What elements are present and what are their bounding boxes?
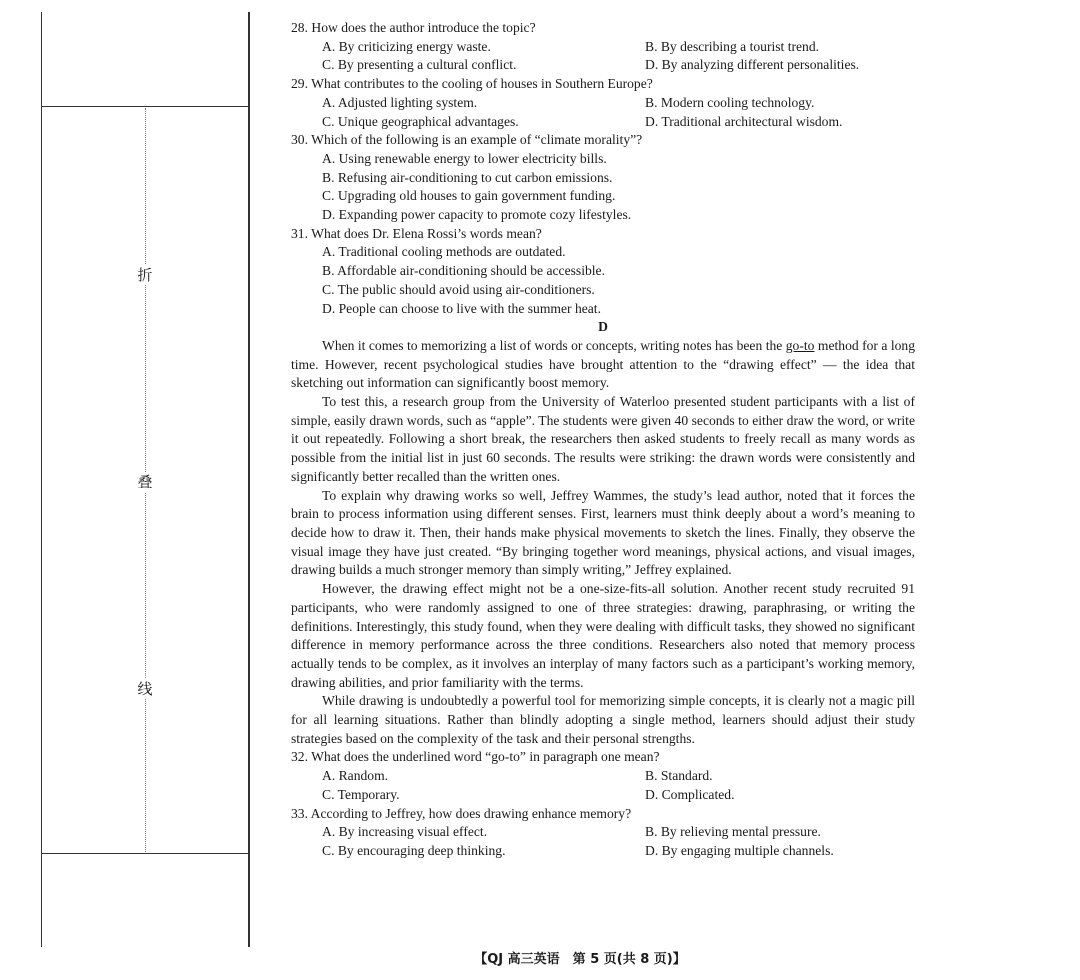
answer-option: B. Affordable air-conditioning should be accessible. — [322, 263, 605, 279]
question-options — [291, 38, 915, 75]
answer-option: A. Random. — [322, 768, 389, 784]
question-options — [291, 94, 915, 131]
answer-option: D. Traditional architectural wisdom. — [645, 113, 843, 129]
question-stem: 31. What does Dr. Elena Rossi’s words mean? — [291, 225, 542, 241]
margin-border-left — [41, 12, 42, 947]
question-stem: 30. Which of the following is an example of “climate morality”? — [291, 132, 643, 148]
para1-text-after: method for a long time. However, recent psychological studies have brought attention to the “drawing effect” — the idea that sketching out information can significantly boost memory. — [291, 337, 916, 391]
section-title: D — [598, 319, 608, 335]
answer-option: A. By increasing visual effect. — [322, 824, 488, 840]
answer-option: A. Traditional cooling methods are outdated. — [322, 244, 566, 260]
answer-option: C. Temporary. — [322, 786, 400, 802]
question-options — [291, 823, 915, 860]
answer-option: B. Refusing air-conditioning to cut carbon emissions. — [322, 169, 613, 185]
passage-paragraph-4: However, the drawing effect might not be a one-size-fits-all solution. Another recent study recruited 91 participants, who were randomly assigned to one of three strategies: drawing, paraphrasing, or writing the definitions. Interestingly, this study found, when they were dealing with difficult tasks, they showed no significant difference in memory performance across the three conditions. Researchers also noted that memory process actually tends to be complex, as it involves an interplay of many factors such as a participant’s working memory, drawing abilities, and prior familiarity with the terms. — [291, 581, 915, 690]
fold-label-3: 线 — [134, 679, 156, 699]
question-group-a — [291, 19, 915, 318]
underlined-word: go-to — [785, 337, 815, 353]
answer-option: A. By criticizing energy waste. — [322, 38, 491, 54]
answer-option: C. Upgrading old houses to gain government funding. — [322, 188, 616, 204]
question-options — [291, 150, 915, 225]
question-stem: 32. What does the underlined word “go-to” in paragraph one mean? — [291, 749, 660, 765]
answer-option: B. By describing a tourist trend. — [645, 38, 820, 54]
answer-option: A. Adjusted lighting system. — [322, 94, 478, 110]
question-stem: 28. How does the author introduce the topic? — [291, 20, 536, 35]
margin-divider-top — [41, 106, 249, 107]
para1-text-before: When it comes to memorizing a list of words or concepts, writing notes has been the — [322, 337, 786, 353]
answer-option: C. By encouraging deep thinking. — [322, 842, 506, 858]
passage-body — [291, 393, 915, 748]
question-stem: 29. What contributes to the cooling of houses in Southern Europe? — [291, 76, 653, 92]
question-options — [291, 767, 915, 804]
passage-paragraph-2: To test this, a research group from the University of Waterloo presented student participants with a list of simple, easily drawn words, such as “apple”. The students were given 40 seconds to either draw the word, or write it out repeatedly. Following a short break, the researchers then asked students to freely recall as many words as possible from the initial list in just 60 seconds. The results were striking: the drawn words were consistently and significantly better recalled than the written ones. — [291, 394, 915, 484]
answer-option: C. The public should avoid using air-conditioners. — [322, 281, 595, 297]
question-group-b — [291, 748, 915, 860]
margin-divider-bottom — [41, 853, 249, 854]
question-options — [291, 243, 915, 318]
fold-label-1: 折 — [134, 265, 156, 285]
answer-option: B. By relieving mental pressure. — [645, 824, 821, 840]
question-stem: 33. According to Jeffrey, how does drawing enhance memory? — [291, 805, 632, 821]
binding-margin — [0, 0, 250, 980]
answer-option: D. Expanding power capacity to promote cozy lifestyles. — [322, 207, 632, 223]
margin-border-right — [248, 12, 250, 947]
page-footer: 【QJ 高三英语 第 5 页(共 8 页)】 — [474, 952, 686, 967]
answer-option: D. Complicated. — [645, 786, 735, 802]
answer-option: B. Modern cooling technology. — [645, 94, 815, 110]
passage-paragraph-5: While drawing is undoubtedly a powerful tool for memorizing simple concepts, it is clearly not a magic pill for all learning situations. Rather than blindly adopting a single method, learners should adjust their study strategies based on the complexity of the task and their personal strengths. — [291, 693, 915, 746]
answer-option: A. Using renewable energy to lower electricity bills. — [322, 150, 607, 166]
passage-paragraph-1 — [291, 337, 915, 393]
answer-option: B. Standard. — [645, 768, 713, 784]
answer-option: D. People can choose to live with the summer heat. — [322, 300, 601, 316]
answer-option: C. Unique geographical advantages. — [322, 113, 519, 129]
page-content — [291, 19, 915, 861]
answer-option: D. By engaging multiple channels. — [645, 842, 834, 858]
answer-option: D. By analyzing different personalities. — [645, 57, 860, 73]
answer-option: C. By presenting a cultural conflict. — [322, 57, 517, 73]
passage-paragraph-3: To explain why drawing works so well, Jeffrey Wammes, the study’s lead author, noted that it forces the brain to process information using different senses. First, learners must think deeply about a word’s meaning to decide how to draw it. Then, their hands make physical movements to sketch the lines. Finally, they observe the visual image they have just created. “By bringing together word meanings, physical actions, and visual images, drawing builds a much stronger memory than simply writing,” Jeffrey explained. — [291, 487, 915, 578]
fold-label-2: 叠 — [134, 472, 156, 492]
